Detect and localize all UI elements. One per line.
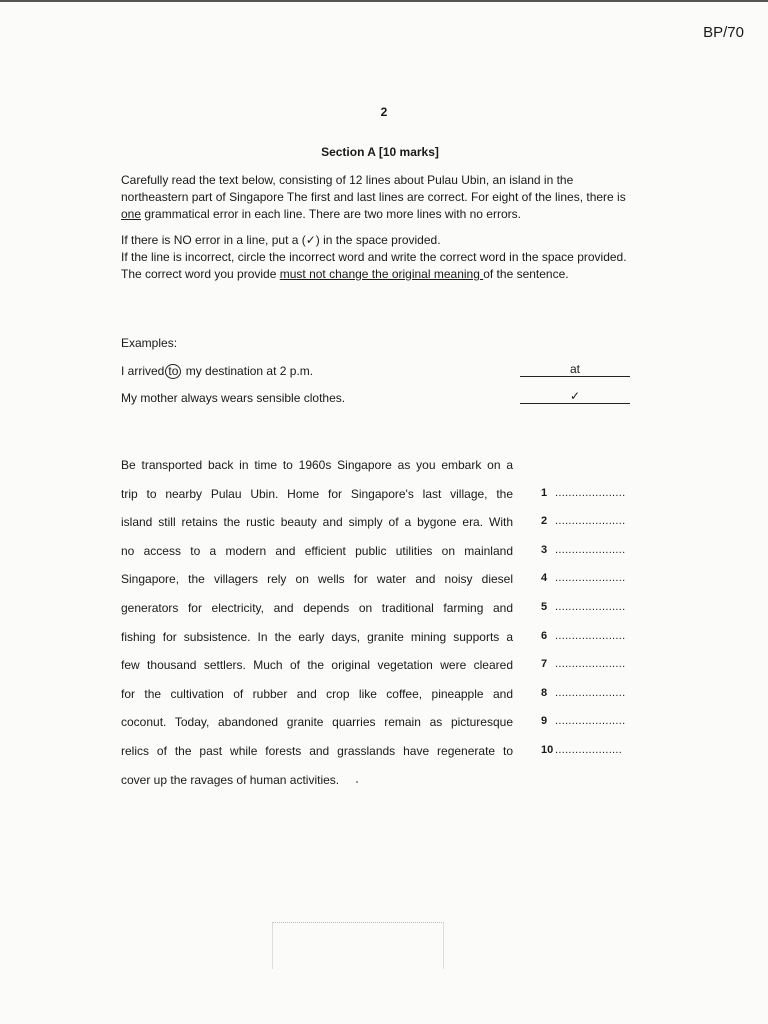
answer-blank[interactable]: ..................... xyxy=(555,686,626,699)
instructions-paragraph xyxy=(121,172,641,223)
answer-blank[interactable]: .................... xyxy=(555,744,623,756)
answer-line-number: 2 xyxy=(541,515,548,528)
rule-meaning xyxy=(121,266,641,283)
answer-line[interactable] xyxy=(541,601,625,613)
example-1 xyxy=(121,364,313,379)
rule-meaning-post: of the sentence. xyxy=(483,267,569,281)
answer-line[interactable] xyxy=(541,572,625,584)
instructions-text-2: grammatical error in each line. There are two more lines with no errors. xyxy=(141,207,521,221)
answer-line-number: 10 xyxy=(541,744,554,756)
answer-blank[interactable]: ..................... xyxy=(555,601,626,613)
answer-line[interactable] xyxy=(541,744,622,756)
passage-line: generators for electricity, and depends on traditional farming and xyxy=(121,601,513,615)
rule-meaning-underlined: must not change the original meaning xyxy=(279,267,484,281)
rule-no-error: If there is NO error in a line, put a (✓) in the space provided. xyxy=(121,233,441,247)
stray-mark xyxy=(356,781,358,783)
rule-incorrect: If the line is incorrect, circle the incorrect word and write the correct word in the space provided. xyxy=(121,250,627,264)
example-1-answer: at xyxy=(520,362,630,377)
answer-line-number: 6 xyxy=(541,629,548,642)
passage-line: few thousand settlers. Much of the original vegetation were cleared xyxy=(121,658,513,673)
answer-blank[interactable]: ..................... xyxy=(555,543,626,556)
passage-line: cover up the ravages of human activities. xyxy=(121,772,340,787)
answer-line[interactable] xyxy=(541,630,625,642)
answer-blank[interactable]: ..................... xyxy=(555,486,626,499)
passage-line: trip to nearby Pulau Ubin. Home for Singapore's last village, the xyxy=(121,486,513,501)
answer-line[interactable] xyxy=(541,515,625,527)
paper-code: BP/70 xyxy=(703,24,744,41)
footer-box xyxy=(272,922,444,969)
answer-line-number: 8 xyxy=(541,686,548,699)
passage-line: for the cultivation of rubber and crop like coffee, pineapple and xyxy=(121,686,513,701)
answer-line[interactable] xyxy=(541,544,625,556)
answer-line-number: 3 xyxy=(541,543,548,556)
rule-meaning-pre: The correct word you provide xyxy=(121,267,280,281)
passage-line: island still retains the rustic beauty and simply of a bygone era. With xyxy=(121,515,513,530)
instructions-underlined-one: one xyxy=(121,207,142,221)
passage-line: coconut. Today, abandoned granite quarries remain as picturesque xyxy=(121,715,513,730)
page-number: 2 xyxy=(380,105,388,119)
passage-line: relics of the past while forests and grasslands have regenerate to xyxy=(121,744,513,758)
passage-line: Singapore, the villagers rely on wells for water and noisy diesel xyxy=(121,572,513,587)
example-1-post: my destination at 2 p.m. xyxy=(182,364,314,378)
instructions-text-1: Carefully read the text below, consisting of 12 lines about Pulau Ubin, an island in the northeastern part of Singapore The first and last lines are correct. For eight of the lines, there is xyxy=(121,173,626,204)
answer-line-number: 1 xyxy=(541,486,548,499)
answer-blank[interactable]: ..................... xyxy=(555,515,626,528)
answer-line[interactable] xyxy=(541,658,625,670)
answer-line-number: 9 xyxy=(541,715,548,728)
answer-line-number: 5 xyxy=(541,601,548,613)
answer-line-number: 4 xyxy=(541,572,548,585)
answer-blank[interactable]: ..................... xyxy=(555,572,626,585)
passage-line: Be transported back in time to 1960s Singapore as you embark on a xyxy=(121,458,513,472)
examples-label: Examples: xyxy=(121,336,178,350)
section-title: Section A [10 marks] xyxy=(321,145,439,159)
passage-line: fishing for subsistence. In the early days, granite mining supports a xyxy=(121,629,513,644)
answer-line[interactable] xyxy=(541,687,625,699)
passage-line: no access to a modern and efficient public utilities on mainland xyxy=(121,543,513,558)
page-top-edge xyxy=(0,0,768,2)
answer-blank[interactable]: ..................... xyxy=(555,658,626,671)
example-1-pre: I arrived xyxy=(121,364,165,378)
example-1-circled-word: to xyxy=(165,364,181,379)
answer-line[interactable] xyxy=(541,715,625,727)
answer-blank[interactable]: ..................... xyxy=(555,629,626,642)
answer-blank[interactable]: ..................... xyxy=(555,715,626,728)
instructions-rules xyxy=(121,232,641,283)
example-2: My mother always wears sensible clothes. xyxy=(121,391,346,405)
answer-line-number: 7 xyxy=(541,658,548,671)
answer-line[interactable] xyxy=(541,487,625,499)
example-2-answer: ✓ xyxy=(520,389,630,404)
